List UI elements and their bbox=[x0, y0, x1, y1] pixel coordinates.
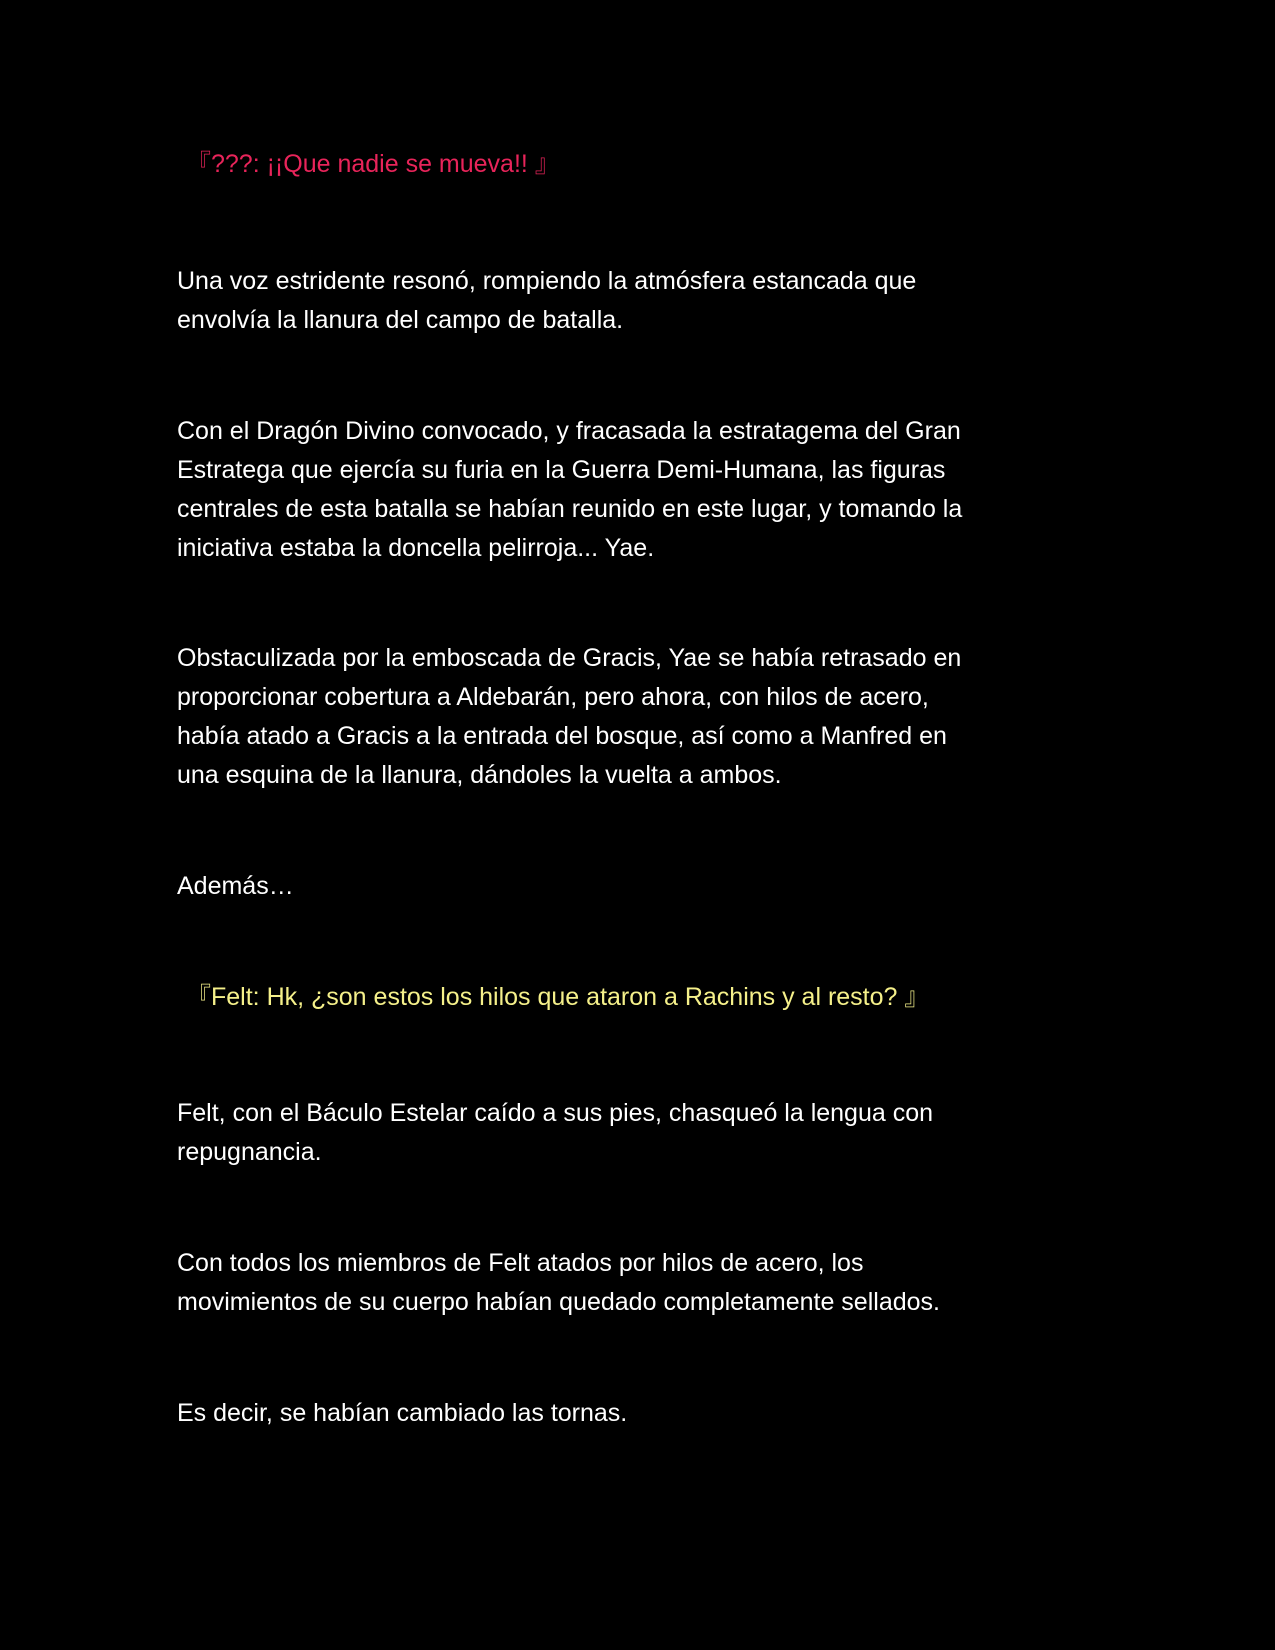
text-line: Una voz estridente resonó, rompiendo la atmósfera estancada que bbox=[177, 267, 917, 295]
text-line: proporcionar cobertura a Aldebarán, pero ahora, con hilos de acero, bbox=[177, 683, 929, 711]
narration-paragraph bbox=[177, 1094, 1097, 1172]
narration-paragraph bbox=[177, 639, 1097, 795]
text-line: Es decir, se habían cambiado las tornas. bbox=[177, 1399, 628, 1427]
text-line: repugnancia. bbox=[177, 1138, 322, 1166]
dialogue-unknown-speaker bbox=[186, 145, 1106, 184]
text-line: una esquina de la llanura, dándoles la vuelta a ambos. bbox=[177, 761, 782, 789]
text-line: Felt, con el Báculo Estelar caído a sus pies, chasqueó la lengua con bbox=[177, 1099, 934, 1127]
text-line: Con el Dragón Divino convocado, y fracasada la estratagema del Gran bbox=[177, 417, 961, 445]
text-line: Obstaculizada por la emboscada de Gracis, Yae se había retrasado en bbox=[177, 644, 962, 672]
text-line: Además… bbox=[177, 872, 294, 900]
narration-paragraph bbox=[177, 1244, 1097, 1322]
narration-paragraph bbox=[177, 262, 1097, 340]
text-line: movimientos de su cuerpo habían quedado completamente sellados. bbox=[177, 1288, 940, 1316]
narration-paragraph bbox=[177, 1394, 1097, 1433]
text-line: Con todos los miembros de Felt atados por hilos de acero, los bbox=[177, 1249, 864, 1277]
text-line: había atado a Gracis a la entrada del bosque, así como a Manfred en bbox=[177, 722, 947, 750]
narration-paragraph bbox=[177, 412, 1097, 568]
text-line: envolvía la llanura del campo de batalla. bbox=[177, 306, 624, 334]
narration-paragraph bbox=[177, 867, 1097, 906]
text-line: centrales de esta batalla se habían reunido en este lugar, y tomando la bbox=[177, 495, 963, 523]
dialogue-felt bbox=[186, 978, 1106, 1017]
text-line: 『???: ¡¡Que nadie se mueva!! 』 bbox=[186, 150, 560, 178]
text-line: 『Felt: Hk, ¿son estos los hilos que ataron a Rachins y al resto? 』 bbox=[186, 983, 930, 1011]
text-line: Estratega que ejercía su furia en la Guerra Demi-Humana, las figuras bbox=[177, 456, 946, 484]
text-line: iniciativa estaba la doncella pelirroja... Yae. bbox=[177, 534, 655, 562]
